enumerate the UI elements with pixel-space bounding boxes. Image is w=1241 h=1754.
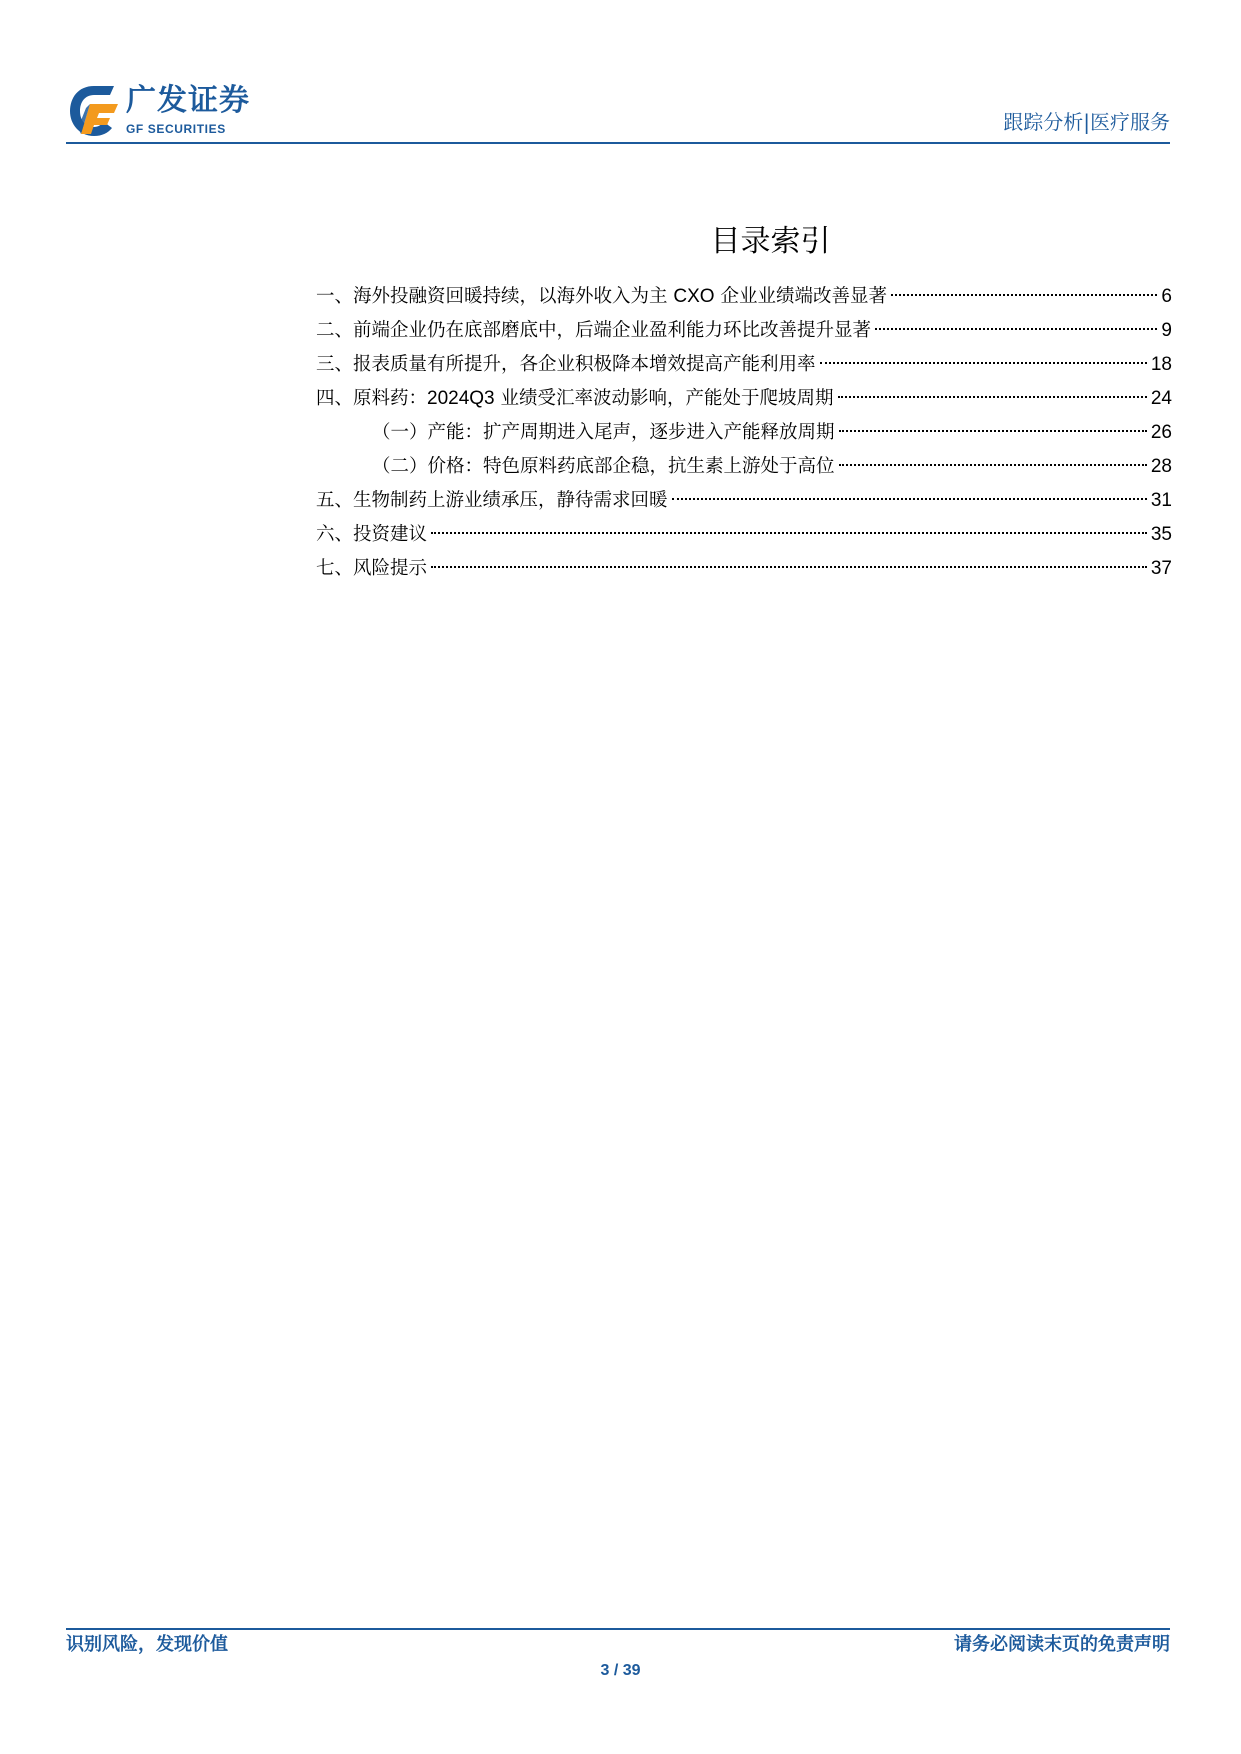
toc-page-number: 35 [1150, 524, 1172, 545]
gf-securities-logo [66, 82, 266, 142]
toc-entry[interactable] [316, 348, 1172, 382]
toc-page-number: 9 [1161, 320, 1172, 341]
report-category: 跟踪分析|医疗服务 [1003, 110, 1170, 134]
toc-entry[interactable] [316, 314, 1172, 348]
toc-subentry[interactable] [316, 450, 1172, 484]
toc-leader-dots [672, 498, 1147, 500]
toc-leader-dots [820, 362, 1147, 364]
page-indicator: 3 / 39 [600, 1662, 641, 1679]
toc-entry-label: 三、报表质量有所提升，各企业积极降本增效提高产能利用率 [316, 354, 816, 375]
header-divider [66, 142, 1170, 144]
toc-entry-label: 二、前端企业仍在底部磨底中，后端企业盈利能力环比改善提升显著 [316, 320, 872, 341]
toc-leader-dots [891, 294, 1157, 296]
footer-disclaimer: 请务必阅读末页的免责声明 [954, 1634, 1170, 1655]
footer-divider [66, 1628, 1170, 1630]
toc-leader-dots [431, 532, 1147, 534]
toc-leader-dots [431, 566, 1147, 568]
page-header [66, 82, 1170, 146]
toc-leader-dots [839, 430, 1147, 432]
toc-entry[interactable] [316, 280, 1172, 314]
toc-entry-label: （一）产能：扩产周期进入尾声，逐步进入产能释放周期 [372, 422, 835, 443]
footer-slogan: 识别风险，发现价值 [66, 1634, 228, 1655]
toc-leader-dots [875, 328, 1157, 330]
toc-entry[interactable] [316, 518, 1172, 552]
toc-page-number: 6 [1161, 286, 1172, 307]
toc-entry-label: 一、海外投融资回暖持续，以海外收入为主 CXO 企业业绩端改善显著 [316, 286, 887, 307]
toc-entry[interactable] [316, 552, 1172, 586]
toc-page-number: 37 [1150, 558, 1172, 579]
toc-entry[interactable] [316, 382, 1172, 416]
toc-title: 目录索引 [710, 224, 831, 259]
table-of-contents [316, 280, 1172, 586]
logo-english-name: GF SECURITIES [126, 122, 226, 136]
toc-entry[interactable] [316, 484, 1172, 518]
toc-page-number: 24 [1150, 388, 1172, 409]
toc-subentry[interactable] [316, 416, 1172, 450]
toc-entry-label: 五、生物制药上游业绩承压，静待需求回暖 [316, 490, 668, 511]
toc-page-number: 28 [1150, 456, 1172, 477]
toc-page-number: 26 [1150, 422, 1172, 443]
toc-entry-label: （二）价格：特色原料药底部企稳，抗生素上游处于高位 [372, 456, 835, 477]
toc-leader-dots [839, 464, 1147, 466]
toc-page-number: 31 [1150, 490, 1172, 511]
toc-entry-label: 四、原料药：2024Q3 业绩受汇率波动影响，产能处于爬坡周期 [316, 388, 834, 409]
toc-entry-label: 七、风险提示 [316, 558, 428, 579]
toc-leader-dots [838, 396, 1147, 398]
toc-entry-label: 六、投资建议 [316, 524, 428, 545]
toc-page-number: 18 [1150, 354, 1172, 375]
gf-logo-icon [66, 82, 122, 140]
logo-chinese-name: 广发证券 [126, 83, 250, 118]
